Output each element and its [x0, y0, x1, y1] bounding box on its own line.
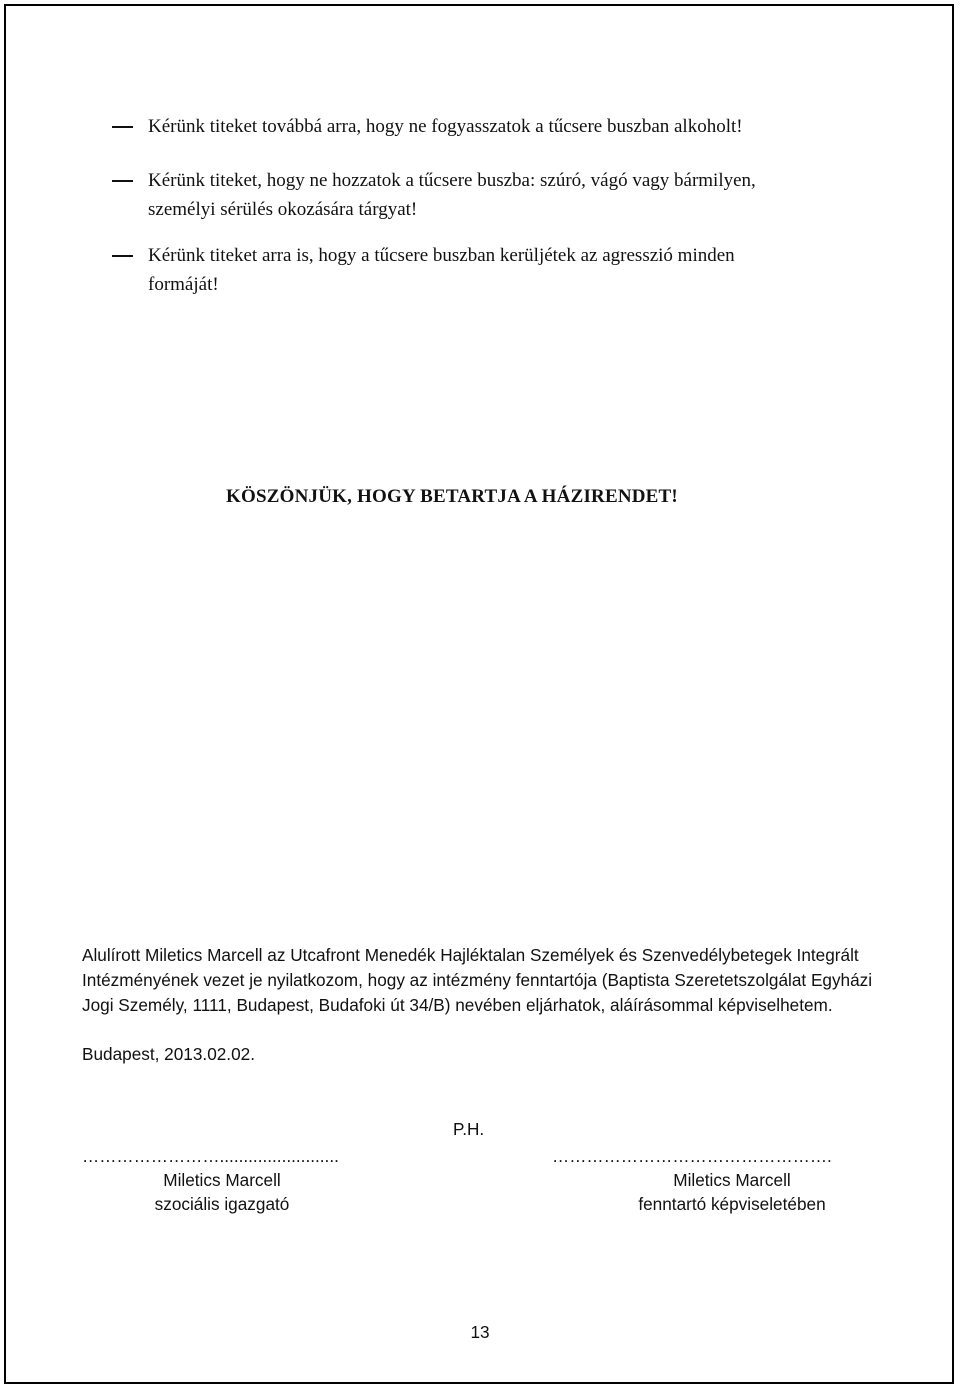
rule-text-line: formáját!	[148, 274, 219, 295]
declaration-line: Alulírott Miletics Marcell az Utcafront Menedék Hajléktalan Személyek és Szenvedélybetegek Integrált	[82, 945, 859, 965]
rule-text-line: Kérünk titeket arra is, hogy a tűcsere buszban kerüljétek az agresszió minden	[148, 245, 735, 266]
list-item	[106, 241, 846, 299]
signer-role: fenntartó képviseletében	[638, 1194, 826, 1214]
place-date: Budapest, 2013.02.02.	[82, 1044, 255, 1064]
dash-bullet-icon	[112, 126, 133, 128]
heading-text: KÖSZÖNJÜK, HOGY BETARTJA A HÁZIRENDET!	[226, 486, 678, 507]
stamp-label: P.H.	[453, 1119, 485, 1139]
signature-block-left	[82, 1144, 362, 1216]
dash-bullet-icon	[112, 180, 133, 182]
signature-line: …………………….........................	[82, 1146, 339, 1166]
rule-text-line: Kérünk titeket, hogy ne hozzatok a tűcsere buszba: szúró, vágó vagy bármilyen,	[148, 170, 756, 191]
signer-role: szociális igazgató	[154, 1194, 290, 1214]
rules-list	[106, 112, 846, 324]
page-number: 13	[470, 1322, 490, 1342]
signer-name: Miletics Marcell	[673, 1170, 791, 1190]
rule-text-line: személyi sérülés okozására tárgyat!	[148, 199, 418, 220]
declaration-line: Jogi Személy, 1111, Budapest, Budafoki út 34/B) nevében eljárhatok, aláírásommal képviselhetem.	[82, 995, 833, 1015]
thank-you-heading	[0, 486, 956, 508]
declaration-line: Intézményének vezet je nyilatkozom, hogy az intézmény fenntartója (Baptista Szeretetszolgálat Egyházi	[82, 970, 873, 990]
signer-name: Miletics Marcell	[163, 1170, 281, 1190]
list-item	[106, 166, 846, 224]
declaration-paragraph	[82, 943, 882, 1018]
signature-line: ………………………………………….	[552, 1146, 832, 1166]
signature-block-right	[552, 1144, 912, 1216]
list-item	[106, 112, 846, 141]
rule-text: Kérünk titeket továbbá arra, hogy ne fogyasszatok a tűcsere buszban alkoholt!	[148, 116, 743, 137]
dash-bullet-icon	[112, 255, 133, 257]
